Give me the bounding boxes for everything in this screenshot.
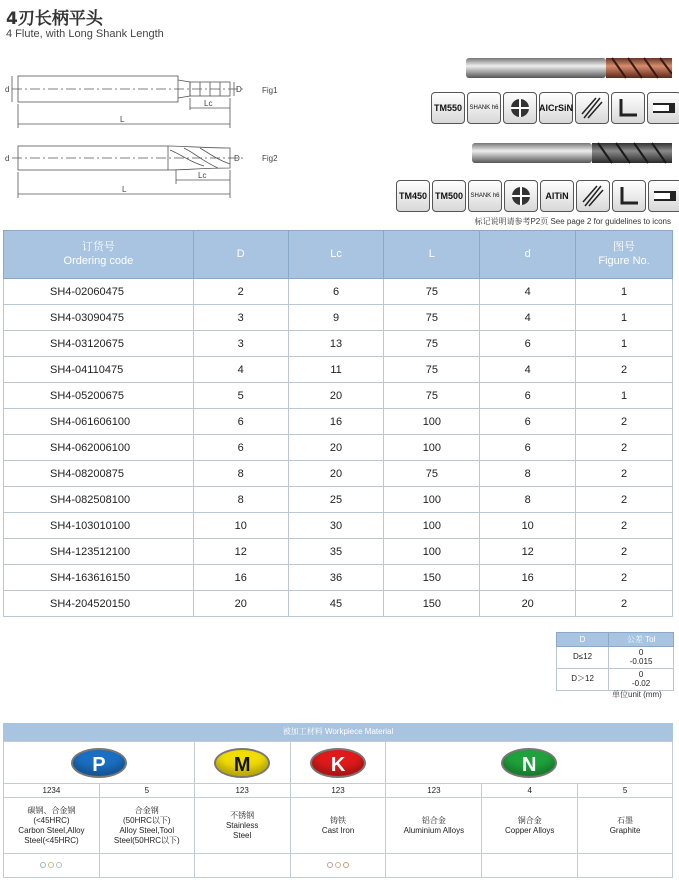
col-ordering-code: 订货号 Ordering code (4, 231, 194, 279)
table-row (4, 409, 673, 435)
table-cell: 25 (288, 487, 384, 513)
table-row (4, 539, 673, 565)
table-cell: 100 (384, 435, 480, 461)
table-cell: 1 (576, 279, 673, 305)
table-cell: 20 (480, 591, 576, 617)
table-cell: 16 (193, 565, 288, 591)
table-cell: 2 (576, 539, 673, 565)
table-cell: 100 (384, 487, 480, 513)
coating-altin-icon: AlTiN (540, 180, 574, 212)
table-row (4, 487, 673, 513)
table-cell: 20 (288, 435, 384, 461)
table-cell: 6 (288, 279, 384, 305)
table-cell: 6 (480, 331, 576, 357)
long-shank-icon (647, 92, 679, 124)
table-cell: 2 (576, 357, 673, 383)
table-row (4, 357, 673, 383)
table-cell: 12 (193, 539, 288, 565)
table-cell: 20 (288, 383, 384, 409)
material-name-line: 石墨 (617, 815, 634, 825)
table-cell: SH4-082508100 (4, 487, 194, 513)
material-rating-cell (482, 854, 578, 878)
table-cell: SH4-163616150 (4, 565, 194, 591)
table-cell: 12 (480, 539, 576, 565)
fig2-dim-D: D (234, 154, 240, 163)
shank-h6-icon: SHANK h6 (467, 92, 501, 124)
material-subgroup-number: 123 (386, 784, 482, 798)
shank-h6-icon: SHANK h6 (468, 180, 502, 212)
tool-image-copper (466, 56, 672, 80)
table-cell: 4 (480, 279, 576, 305)
material-name-line: Graphite (609, 825, 641, 835)
table-cell: 3 (193, 331, 288, 357)
table-cell: 75 (384, 383, 480, 409)
table-row (4, 331, 673, 357)
material-name-line: Stainless (225, 820, 259, 830)
material-name-line: 不锈钢 (230, 810, 255, 820)
icon-row-1 (431, 92, 679, 124)
coating-grade-icon: TM550 (431, 92, 465, 124)
fig2-dim-Lc: Lc (198, 171, 207, 180)
tol-header-tol: 公差 Tol (609, 633, 674, 647)
icon-guideline-note: 标记说明请参考P2页 See page 2 for guidelines to icons (474, 217, 671, 226)
table-cell: 11 (288, 357, 384, 383)
table-row (4, 591, 673, 617)
material-name-line: 铜合金 (517, 815, 542, 825)
table-cell: 8 (193, 461, 288, 487)
table-cell: SH4-061606100 (4, 409, 194, 435)
col-d: d (480, 231, 576, 279)
fig2-dim-d: d (5, 154, 10, 163)
material-name (99, 798, 194, 854)
table-cell: 1 (576, 383, 673, 409)
table-cell: 13 (288, 331, 384, 357)
helix-angle-icon (575, 92, 609, 124)
material-subgroup-number: 5 (99, 784, 194, 798)
tol-row1-D: D≤12 (557, 647, 609, 669)
table-cell: 6 (193, 409, 288, 435)
table-cell: 5 (193, 383, 288, 409)
rating-dots (40, 862, 62, 868)
material-rating-cell (4, 854, 100, 878)
material-name-line: 铝合金 (421, 815, 446, 825)
material-name-line: Aluminium Alloys (403, 825, 465, 835)
page-title: 4刃长柄平头 (6, 9, 103, 29)
coating-grade-tm450-icon: TM450 (396, 180, 430, 212)
tool-image-grey (472, 140, 672, 166)
col-L: L (384, 231, 480, 279)
table-row (4, 565, 673, 591)
coating-grade-tm500-icon: TM500 (432, 180, 466, 212)
material-name-line: (<45HRC) (33, 815, 70, 825)
tol-header-D: D (557, 633, 609, 647)
icon-row-2 (396, 180, 679, 212)
material-group-N (386, 742, 673, 784)
coating-alcrsin-icon: AlCrSiN (539, 92, 573, 124)
material-group-K (290, 742, 386, 784)
material-rating-cell (386, 854, 482, 878)
tol-row2-D: D＞12 (557, 669, 609, 691)
fig1-dim-D: D (236, 85, 242, 94)
material-p-badge: P (71, 748, 127, 778)
material-subgroup-number: 1234 (4, 784, 100, 798)
col-Lc: Lc (288, 231, 384, 279)
table-row (4, 513, 673, 539)
table-cell: 75 (384, 461, 480, 487)
table-cell: 150 (384, 565, 480, 591)
table-cell: 75 (384, 331, 480, 357)
table-cell: 2 (576, 435, 673, 461)
table-header-row (4, 231, 673, 279)
material-group-P (4, 742, 195, 784)
material-name-line: Cast Iron (321, 825, 355, 835)
material-subgroup-number: 123 (194, 784, 290, 798)
table-cell: 16 (480, 565, 576, 591)
square-end-icon (612, 180, 646, 212)
material-name-line: Steel (233, 830, 252, 840)
table-cell: 2 (576, 513, 673, 539)
material-name-line: Copper Alloys (505, 825, 555, 835)
table-cell: 8 (193, 487, 288, 513)
table-cell: 75 (384, 279, 480, 305)
material-rating-cell (578, 854, 673, 878)
material-group-M (194, 742, 290, 784)
table-cell: 4 (480, 357, 576, 383)
table-cell: SH4-08200875 (4, 461, 194, 487)
table-cell: 20 (193, 591, 288, 617)
table-cell: 100 (384, 409, 480, 435)
helix-angle-icon (576, 180, 610, 212)
table-cell: 75 (384, 357, 480, 383)
table-cell: 1 (576, 331, 673, 357)
material-name (386, 798, 482, 854)
fig2-label: Fig2 (262, 154, 278, 163)
table-cell: 2 (576, 461, 673, 487)
material-name-line: Steel(<45HRC) (24, 835, 79, 845)
table-cell: 30 (288, 513, 384, 539)
fig2-dim-L: L (122, 185, 127, 194)
table-cell: 8 (480, 461, 576, 487)
page-subtitle: 4 Flute, with Long Shank Length (6, 28, 164, 40)
table-cell: 3 (193, 305, 288, 331)
fig1-dim-Lc: Lc (204, 99, 213, 108)
table-row (4, 435, 673, 461)
table-cell: 10 (193, 513, 288, 539)
spec-table (3, 230, 673, 617)
long-shank-icon (648, 180, 679, 212)
material-name-line: 合金钢 (134, 805, 159, 815)
table-cell: 100 (384, 513, 480, 539)
table-cell: 2 (193, 279, 288, 305)
table-cell: 10 (480, 513, 576, 539)
four-flute-icon (504, 180, 538, 212)
material-name-line: 碳钢、合金钢 (27, 805, 76, 815)
table-cell: 45 (288, 591, 384, 617)
tol-row2-value: 0 -0.02 (609, 669, 674, 691)
table-row (4, 461, 673, 487)
table-cell: 75 (384, 305, 480, 331)
table-cell: SH4-05200675 (4, 383, 194, 409)
table-cell: 35 (288, 539, 384, 565)
table-cell: 6 (480, 435, 576, 461)
col-D: D (193, 231, 288, 279)
unit-note: 单位unit (mm) (612, 690, 662, 699)
workpiece-material-table (3, 741, 673, 878)
material-name (290, 798, 386, 854)
material-name-line: Carbon Steel,Alloy (18, 825, 85, 835)
material-subgroup-number: 5 (578, 784, 673, 798)
table-cell: 36 (288, 565, 384, 591)
four-flute-icon (503, 92, 537, 124)
material-name-line: 铸铁 (330, 815, 347, 825)
table-cell: SH4-04110475 (4, 357, 194, 383)
tolerance-table (556, 632, 674, 691)
material-subgroup-number: 4 (482, 784, 578, 798)
table-cell: SH4-03090475 (4, 305, 194, 331)
table-cell: 9 (288, 305, 384, 331)
table-row (4, 305, 673, 331)
table-cell: 6 (480, 409, 576, 435)
fig1-drawing (4, 68, 254, 134)
material-subgroup-number: 123 (290, 784, 386, 798)
material-name (4, 798, 100, 854)
material-rating-cell (290, 854, 386, 878)
table-cell: 8 (480, 487, 576, 513)
material-rating-cell (99, 854, 194, 878)
table-cell: 1 (576, 305, 673, 331)
material-k-badge: K (310, 748, 366, 778)
fig2-drawing (4, 140, 254, 204)
fig1-dim-d: d (5, 85, 10, 94)
table-cell: 6 (480, 383, 576, 409)
material-name-line: Steel(50HRC以下) (113, 835, 180, 845)
table-cell: SH4-03120675 (4, 331, 194, 357)
table-cell: SH4-123512100 (4, 539, 194, 565)
square-end-icon (611, 92, 645, 124)
material-name-line: Alloy Steel,Tool (119, 825, 175, 835)
table-cell: SH4-02060475 (4, 279, 194, 305)
table-cell: 100 (384, 539, 480, 565)
tol-row1-value: 0 -0.015 (609, 647, 674, 669)
workpiece-material-header: 被加工材料 Workpiece Material (3, 723, 673, 741)
table-cell: 2 (576, 565, 673, 591)
material-m-badge: M (214, 748, 270, 778)
table-cell: 16 (288, 409, 384, 435)
table-cell: SH4-103010100 (4, 513, 194, 539)
rating-dots (327, 862, 349, 868)
table-cell: 4 (193, 357, 288, 383)
material-name (194, 798, 290, 854)
material-name (578, 798, 673, 854)
table-cell: 20 (288, 461, 384, 487)
material-name-line: (50HRC以下) (123, 815, 171, 825)
table-cell: 2 (576, 591, 673, 617)
table-row (4, 383, 673, 409)
material-rating-cell (194, 854, 290, 878)
material-name (482, 798, 578, 854)
material-n-badge: N (501, 748, 557, 778)
table-cell: 4 (480, 305, 576, 331)
table-cell: 2 (576, 487, 673, 513)
fig1-dim-L: L (120, 115, 125, 124)
col-figure-no: 图号 Figure No. (576, 231, 673, 279)
table-cell: SH4-204520150 (4, 591, 194, 617)
table-cell: SH4-062006100 (4, 435, 194, 461)
table-cell: 2 (576, 409, 673, 435)
fig1-label: Fig1 (262, 86, 278, 95)
table-row (4, 279, 673, 305)
table-cell: 150 (384, 591, 480, 617)
table-cell: 6 (193, 435, 288, 461)
